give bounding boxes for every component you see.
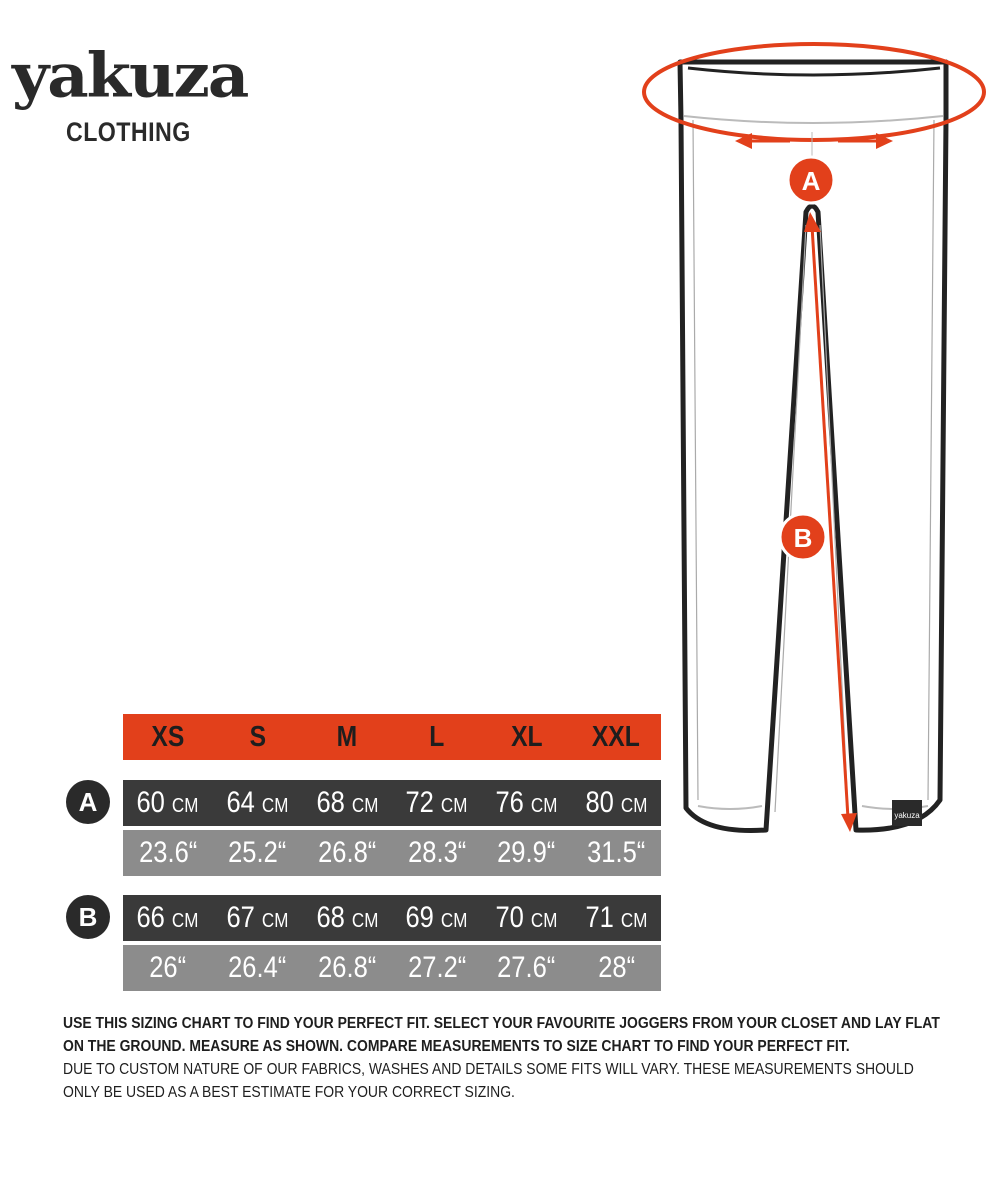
inch-cell: 25.2“ [228,836,287,869]
cm-cell: 80 CM [585,786,648,819]
sizing-notes [63,1012,943,1104]
brand-name: yakuza [12,40,248,112]
cm-cell: 60 CM [136,786,199,819]
row-b-cm [123,895,661,941]
cm-cell: 72 CM [405,786,468,819]
marker-b-label: B [793,523,813,553]
row-a-inch [123,830,661,876]
inch-cell: 26.8“ [318,951,377,984]
inch-cell: 28“ [597,951,635,984]
size-xs: XS [151,720,185,753]
row-a-cm [123,780,661,826]
inch-cell: 26“ [149,951,187,984]
cm-cell: 64 CM [226,786,289,819]
label-tag-text: yakuza [894,811,920,820]
inch-cell: 28.3“ [407,836,466,869]
inch-cell: 29.9“ [497,836,556,869]
cm-cell: 67 CM [226,901,289,934]
inch-cell: 31.5“ [587,836,646,869]
size-m: M [336,720,358,753]
row-b-inch [123,945,661,991]
cm-cell: 68 CM [316,786,379,819]
row-b-badge: B [66,895,110,939]
size-l: L [429,720,445,753]
cm-cell: 68 CM [316,901,379,934]
sizing-disclaimer: DUE TO CUSTOM NATURE OF OUR FABRICS, WASHES AND DETAILS SOME FITS WILL VARY. THESE MEASUREMENTS SHOULD ONLY BE USED AS A BEST ESTIMATE FOR YOUR CORRECT SIZING. [63,1061,914,1101]
inch-cell: 27.6“ [497,951,556,984]
marker-a-label: A [801,166,821,196]
brand-subtitle: CLOTHING [66,117,191,147]
cm-cell: 70 CM [495,901,558,934]
cm-cell: 71 CM [585,901,648,934]
cm-cell: 66 CM [136,901,199,934]
cm-cell: 69 CM [405,901,468,934]
cm-cell: 76 CM [495,786,558,819]
size-header-row [123,714,661,760]
inch-cell: 26.4“ [228,951,287,984]
inch-cell: 27.2“ [407,951,466,984]
size-xl: XL [510,720,543,753]
inch-cell: 26.8“ [318,836,377,869]
size-xxl: XXL [592,720,641,753]
size-s: S [249,720,266,753]
row-a-badge: A [66,780,110,824]
sizing-instructions: USE THIS SIZING CHART TO FIND YOUR PERFECT FIT. SELECT YOUR FAVOURITE JOGGERS FROM YOUR CLOSET AND LAY FLAT ON THE GROUND. MEASURE AS SHOWN. COMPARE MEASUREMENTS TO SIZE CHART TO FIND YOUR PERFECT FIT. [63,1015,940,1055]
inch-cell: 23.6“ [138,836,197,869]
